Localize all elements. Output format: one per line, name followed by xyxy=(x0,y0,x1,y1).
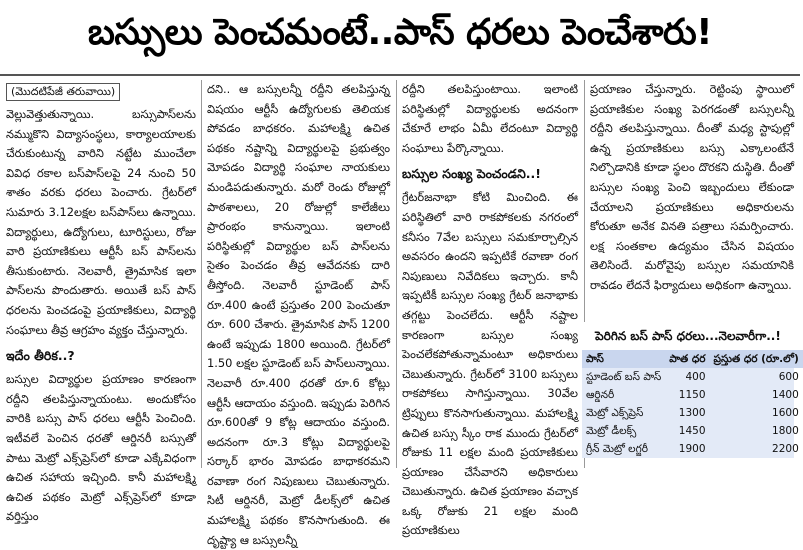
old-price: 1150 xyxy=(678,389,706,401)
col4-paragraph-1: ప్రయాణం చేస్తున్నారు. రెట్టింపు స్థాయిలో ప్రయాణికుల సంఖ్య పెరగడంతో బస్సులన్నీ రద్దీని తలపిస్తున్నాయి. దీంతో మధ్య స్టాపుల్లో ఉన్న ప్రయాణికులు బస్సు ఎక్కాలంటేనే నిల్చొడానికి కూడా స్థలం దొరకని దుస్థితి. దీంతో బస్సుల సంఖ్య పెంచి ఇబ్బందులు లేకుండా చేయాలని ప్రయాణికులు అధికారులను కోరుతూ అనేక వినతి పత్రాలు సమర్పించారు. లక్ష సంతకాల ఉద్యమం చేసిన విషయం తెలిసిందే. మరోవైపు బస్సుల సమయానికి రావడం లేదనే ఫిర్యాదులు అధికంగా ఉన్నాయి. xyxy=(590,82,794,292)
old-price: 1900 xyxy=(678,443,706,455)
current-price: 1600 xyxy=(772,407,799,419)
table-row xyxy=(582,440,803,458)
header-pass: పాస్ xyxy=(582,350,665,368)
col3-paragraph-2: గ్రేటర్‌జనాభా కోటి మించింది. ఈ పరిస్థితిలో వారి రాకపోకలకు నగరంలో కనీసం 7వేల బస్సులు సమకూర్చాల్సిన అవసరం ఉందని ఇప్పటికే రవాణా రంగ నిపుణులు నివేదికలు ఇచ్చారు. కానీ ఇప్పటికీ బస్సుల సంఖ్య గ్రేటర్ జనాభాకు తగ్గట్టు పెంచలేదు. ఆర్టీసీ నష్టాల కారణంగా బస్సుల సంఖ్య పెంచలేకపోతున్నామంటూ అధికారులు చెబుతున్నారు. గ్రేటర్‌లో 3100 బస్సులు రాకపోకలు సాగిస్తున్నాయి. 30వేల ట్రిప్పులు కొనసాగుతున్నాయి. మహాలక్ష్మి ఉచిత బస్సు స్కీం రాక ముందు గ్రేటర్‌లో రోజుకు 11 లక్షల మంది ప్రయాణికులు ప్రయాణం చేసేవారని అధికారులు చెబుతున్నారు. ఉచిత ప్రయాణం వచ్చాక ఒక్క రోజుకు 21 లక్షల మంది ప్రయాణికులు xyxy=(402,190,578,538)
column-divider xyxy=(396,80,397,468)
pass-name: స్టూడెంట్ బస్ పాస్ xyxy=(586,371,662,383)
current-price: 1800 xyxy=(772,425,799,437)
price-table xyxy=(582,350,803,458)
col1-subheading: ఇదేం తీరిక..? xyxy=(6,348,75,364)
col1-paragraph-1: వెల్లువెత్తుతున్నాయి. బస్సుపాస్‌లను నమ్ముకొని విద్యాసంస్థలు, కార్యాలయాలకు చేరుకుంటున్న వారిని నట్టేట ముంచేలా వివిధ రకాల బస్‌పాస్‌లపై 24 నుంచి 50 శాతం వరకు ధరలు పెంచారు. గ్రేటర్‌లో సుమారు 3.12లక్షల బస్‌పాస్‌లు ఉన్నాయి. విద్యార్థులు, ఉద్యోగులు, టూరిస్టులు, రోజు వారి ప్రయాణికులు ఆర్టీసీ బస్ పాస్‌లను తీసుకుంటారు. నెలవారీ, త్రైమాసిక ఇలా పాస్‌లను పొందుతారు. అయితే బస్ పాస్ ధరలను పెంచడంపై ప్రయాణికులు, విద్యార్థి సంఘాలు తీవ్ర ఆగ్రహం వ్యక్తం చేస్తున్నారు. xyxy=(6,107,196,337)
pass-name: గ్రీన్ మెట్రో లగ్జరీ xyxy=(586,443,648,455)
pass-name: ఆర్డినరీ xyxy=(586,389,615,401)
col2-paragraph-1: దని.. ఆ బస్సులన్నీ రద్దీని తలపిస్తున్న విషయం ఆర్టీసీ ఉద్యోగులకు తెలియక పోవడం బాధకరం. మహాలక్ష్మి ఉచిత పథకం నష్టాన్ని విద్యార్థులపై ప్రభుత్వం మోపడం విద్యార్థి సంఘాల నాయకులు మండిపడుతున్నారు. మరో రెండు రోజుల్లో పాఠశాలలు, 20 రోజుల్లో కాలేజీలు ప్రారంభం కానున్నాయి. ఇలాంటి పరిస్థితుల్లో విద్యార్థుల బస్ పాస్‌లను సైతం పెంచడం తీవ్ర ఆవేదనకు దారి తీస్తోంది. నెలవారీ స్టూడెంట్ పాస్ రూ.400 ఉంటే ప్రస్తుతం 200 పెంచుతూ రూ. 600 చేశారు. త్రైమాసిక పాస్ 1200 ఉంటే ఇప్పుడు 1800 అయింది. గ్రేటర్‌లో 1.50 లక్షల స్టూడెంట్ బస్ పాస్‌లున్నాయి. నెలవారీ రూ.400 ధరతో రూ.6 కోట్లు ఆర్టీసీ ఆదాయం వస్తుంది. ఇప్పుడు పెరిగిన రూ.600తో 9 కోట్ల ఆదాయం వస్తుంది. అదనంగా రూ.3 కోట్లు విద్యార్థులపై సర్కార్ భారం మోపడం బాధాకరమని రవాణా రంగ నిపుణులు చెబుతున్నారు. సిటీ ఆర్డినరీ, మెట్రో డీలక్స్‌లో ఉచిత మహాలక్ష్మి పథకం కొనసాగుతుంది. ఈ దృష్ట్యా ఆ బస్సులన్నీ xyxy=(207,82,390,547)
table-row xyxy=(582,386,803,404)
column-2 xyxy=(207,80,390,547)
column-1 xyxy=(6,80,196,524)
col3-subheading: బస్సుల సంఖ్య పెంచండని..! xyxy=(402,166,541,182)
byline: (మొదటిపేజీ తరువాయి) xyxy=(6,83,120,101)
column-4 xyxy=(590,80,794,318)
column-3 xyxy=(402,80,578,538)
table-header-row xyxy=(582,350,803,368)
col1-paragraph-2: బస్సుల విద్యార్థుల ప్రయాణం కారణంగా రద్దీని తలపిస్తున్నాయంటు. అందుకోసం వారికి బస్సు పాస్ ధరలు ఆర్టీసీ పెంచింది. ఇటీవలే పెంచిన ధరతో ఆర్డినరీ బస్సుతో పాటు మెట్రో ఎక్స్‌ప్రెస్‌లో కూడా ఎక్కేవిధంగా ఉచిత సహాయ ఇచ్చింది. కానీ మహాలక్ష్మి ఉచిత పథకం మెట్రో ఎక్స్‌ప్రెస్‌లో కూడా వర్తిస్తుం xyxy=(6,372,196,524)
pass-name: మెట్రో ఎక్స్‌ప్రెస్ xyxy=(586,407,644,419)
column-divider xyxy=(201,80,202,468)
header-old-price: పాత ధర xyxy=(665,350,709,368)
current-price: 1400 xyxy=(772,389,799,401)
col3-paragraph-1: రద్దీని తలపిస్తుంటాయి. ఇలాంటి పరిస్థితుల్లో విద్యార్థులకు అదనంగా చేకూరే లాభం ఏమీ లేదంటూ విద్యార్థి సంఘాలు పేర్కొన్నాయి. xyxy=(402,82,578,155)
header-current-price: ప్రస్తుత ధర (రూ.లో) xyxy=(710,350,803,368)
old-price: 1300 xyxy=(678,407,706,419)
current-price: 600 xyxy=(778,371,799,383)
old-price: 400 xyxy=(685,371,706,383)
table-row xyxy=(582,422,803,440)
price-table-title: పెరిగిన బస్ పాస్ ధరలు...నెలవారీగా..! xyxy=(582,322,794,350)
price-table-box xyxy=(582,322,799,458)
table-row xyxy=(582,368,803,386)
table-row xyxy=(582,404,803,422)
pass-name: మెట్రో డీలక్స్ xyxy=(586,425,637,437)
current-price: 2200 xyxy=(772,443,799,455)
headline: బస్సులు పెంచమంటే..పాస్ ధరలు పెంచేశారు! xyxy=(87,12,713,53)
headline-rule xyxy=(0,74,800,76)
old-price: 1450 xyxy=(678,425,706,437)
